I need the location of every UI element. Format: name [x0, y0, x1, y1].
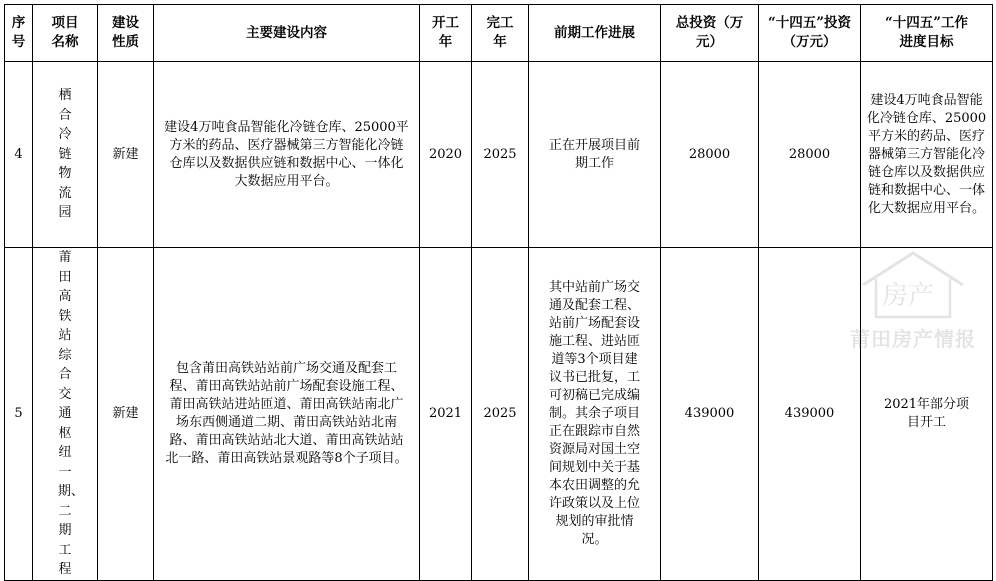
header-start: 开工年 — [420, 5, 472, 62]
cell-start: 2021 — [420, 248, 472, 581]
cell-plan-invest: 28000 — [759, 62, 861, 248]
header-finish: 完工年 — [472, 5, 529, 62]
cell-type: 新建 — [98, 62, 154, 248]
cell-name: 栖合冷链物流园 — [33, 62, 98, 248]
cell-progress: 正在开展项目前期工作 — [529, 62, 661, 248]
cell-no: 4 — [5, 62, 33, 248]
header-content: 主要建设内容 — [154, 5, 420, 62]
header-row — [5, 5, 993, 62]
header-type: 建设性质 — [98, 5, 154, 62]
table-row — [5, 248, 993, 581]
project-table — [4, 4, 993, 581]
cell-plan-invest: 439000 — [759, 248, 861, 581]
header-plan-invest: “十四五”投资（万元） — [759, 5, 861, 62]
cell-no: 5 — [5, 248, 33, 581]
cell-finish: 2025 — [472, 62, 529, 248]
cell-name: 莆田高铁站综合交通枢纽一期、二期工程 — [33, 248, 98, 581]
header-total: 总投资（万元） — [661, 5, 759, 62]
cell-type: 新建 — [98, 248, 154, 581]
header-progress: 前期工作进展 — [529, 5, 661, 62]
watermark-logo-text: 房产 — [882, 281, 935, 311]
header-no: 序号 — [5, 5, 33, 62]
cell-progress: 其中站前广场交通及配套工程、站前广场配套设施工程、进站匝道等3个项目建议书已批复，工可初稿已完成编制。其余子项目正在跟踪市自然资源局对国土空间规划中关于基本农田调整的允许政策以及上位规划的审批情况。 — [529, 248, 661, 581]
header-plan-goal: “十四五”工作进度目标 — [861, 5, 993, 62]
cell-plan-goal: 建设4万吨食品智能化冷链仓库、25000平方米的药品、医疗器械第三方智能化冷链仓库以及数据供应链和数据中心、一体化大数据应用平台。 — [861, 62, 993, 248]
watermark-site-text: 莆田房产情报 — [850, 327, 976, 351]
cell-content: 包含莆田高铁站站前广场交通及配套工程、莆田高铁站站前广场配套设施工程、莆田高铁站进站匝道、莆田高铁站南北广场东西侧通道二期、莆田高铁站站北南路、莆田高铁站站北大道、莆田高铁站站北一路、莆田高铁站景观路等8个子项目。 — [154, 248, 420, 581]
cell-start: 2020 — [420, 62, 472, 248]
cell-plan-goal: 2021年部分项目开工 — [861, 248, 993, 581]
cell-total: 28000 — [661, 62, 759, 248]
cell-content: 建设4万吨食品智能化冷链仓库、25000平方米的药品、医疗器械第三方智能化冷链仓库以及数据供应链和数据中心、一体化大数据应用平台。 — [154, 62, 420, 248]
cell-finish: 2025 — [472, 248, 529, 581]
header-name: 项目名称 — [33, 5, 98, 62]
cell-total: 439000 — [661, 248, 759, 581]
table-row — [5, 62, 993, 248]
